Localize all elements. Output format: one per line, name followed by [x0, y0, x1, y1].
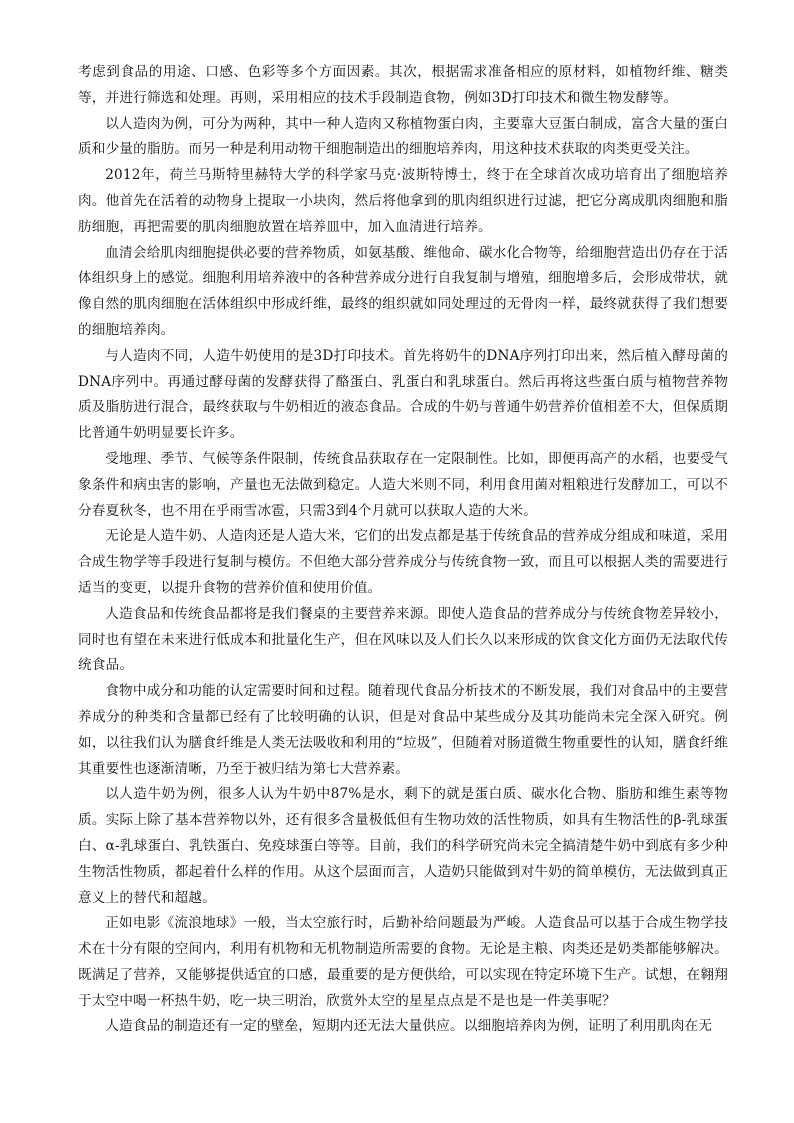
paragraph: 无论是人造牛奶、人造肉还是人造大米，它们的出发点都是基于传统食品的营养成分组成和味道，采用合成生物学等手段进行复制与模仿。不但绝大部分营养成分与传统食物一致，而且可以根据人类的需要进行适当的变更，以提升食物的营养价值和使用价值。: [78, 528, 728, 596]
paragraph: 人造食品的制造还有一定的壁垒，短期内还无法大量供应。以细胞培养肉为例，证明了利用肌肉在无: [105, 1018, 713, 1035]
paragraph: 2012年，荷兰马斯特里赫特大学的科学家马克·波斯特博士，终于在全球首次成功培育出了细胞培养肉。他首先在活着的动物身上提取一小块肉，然后将他拿到的肌肉组织进行过滤，把它分离成肌肉细胞和脂肪细胞，再把需要的肌肉细胞放置在培养皿中，加入血清进行培养。: [78, 167, 728, 235]
paragraph: 血清会给肌肉细胞提供必要的营养物质，如氨基酸、维他命、碳水化合物等，给细胞营造出仍存在于活体组织身上的感觉。细胞利用培养液中的各种营养成分进行自我复制与增殖，细胞增多后，会形成带状，就像自然的肌肉细胞在活体组织中形成纤维，最终的组织就如同处理过的无骨肉一样，最终就获得了我们想要的细胞培养肉。: [78, 244, 728, 338]
paragraph: 与人造肉不同，人造牛奶使用的是3D打印技术。首先将奶牛的DNA序列打印出来，然后植入酵母菌的DNA序列中。再通过酵母菌的发酵获得了酪蛋白、乳蛋白和乳球蛋白。然后再将这些蛋白质与植物营养物质及脂肪进行混合，最终获取与牛奶相近的液态食品。合成的牛奶与普通牛奶营养价值相差不大，但保质期比普通牛奶明显要长许多。: [78, 347, 728, 442]
document-page: [78, 60, 728, 1040]
paragraph: 以人造肉为例，可分为两种，其中一种人造肉又称植物蛋白肉，主要靠大豆蛋白制成，富含大量的蛋白质和少量的脂肪。而另一种是利用动物干细胞制造出的细胞培养肉，用这种技术获取的肉类更受关注。: [78, 115, 728, 158]
paragraph: 以人造牛奶为例，很多人认为牛奶中87%是水，剩下的就是蛋白质、碳水化合物、脂肪和维生素等物质。实际上除了基本营养物以外，还有很多含量极低但有生物功效的活性物质，如具有生物活性的β-乳球蛋白、α-乳球蛋白、乳铁蛋白、免疫球蛋白等等。目前，我们的科学研究尚未完全搞清楚牛奶中到底有多少种生物活性物质，都起着什么样的作用。从这个层面而言，人造奶只能做到对牛奶的简单模仿，无法做到真正意义上的替代和超越。: [78, 786, 728, 906]
paragraph: 人造食品和传统食品都将是我们餐桌的主要营养来源。即使人造食品的营养成分与传统食物差异较小，同时也有望在未来进行低成本和批量化生产，但在风味以及人们长久以来形成的饮食文化方面仍无法取代传统食品。: [78, 605, 728, 674]
paragraph: 食物中成分和功能的认定需要时间和过程。随着现代食品分析技术的不断发展，我们对食品中的主要营养成分的种类和含量都已经有了比较明确的认识，但是对食品中某些成分及其功能尚未完全深入研究。例如，以往我们认为膳食纤维是人类无法吸收和利用的“垃圾”，但随着对肠道微生物重要性的认知，膳食纤维其重要性也逐渐清晰，乃至于被归结为第七大营养素。: [78, 683, 728, 777]
paragraph: 受地理、季节、气候等条件限制，传统食品获取存在一定限制性。比如，即便再高产的水稻，也要受气象条件和病虫害的影响，产量也无法做到稳定。人造大米则不同，利用食用菌对粗粮进行发酵加工，可以不分春夏秋冬，也不用在乎雨雪冰雹，只需3到4个月就可以获取人造的大米。: [78, 450, 728, 519]
paragraph: 考虑到食品的用途、口感、色彩等多个方面因素。其次，根据需求准备相应的原材料，如植物纤维、糖类等，并进行筛选和处理。再则，采用相应的技术手段制造食物，例如3D打印技术和微生物发酵等。: [78, 64, 728, 106]
paragraph: 正如电影《流浪地球》一般，当太空旅行时，后勤补给问题最为严峻。人造食品可以基于合成生物学技术在十分有限的空间内，利用有机物和无机物制造所需要的食物。无论是主粮、肉类还是奶类都能够解决。既满足了营养，又能够提供适宜的口感，最重要的是方便供给，可以实现在特定环境下生产。试想，在翱翔于太空中喝一杯热牛奶，吃一块三明治，欣赏外太空的星星点点是不是也是一件美事呢？: [78, 915, 728, 1009]
